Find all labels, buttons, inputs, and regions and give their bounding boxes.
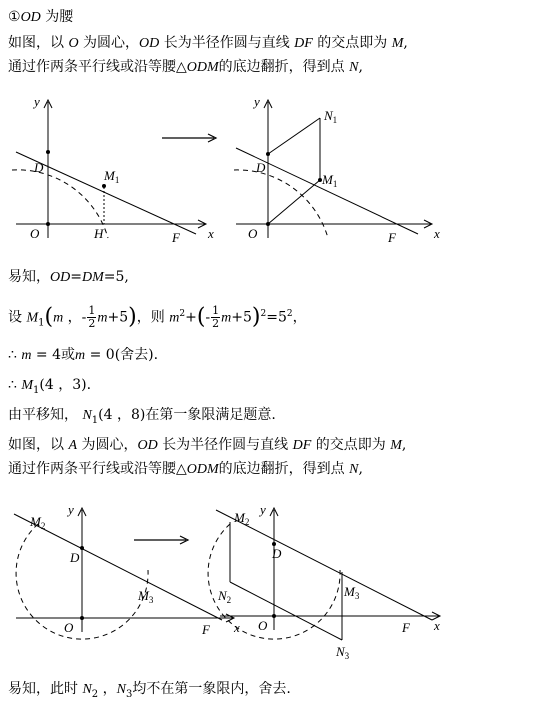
heading-text: ①OD 为腰 [8,9,74,25]
solution-translate: 由平移知， $N_1(4$ ，8)在第一象限满足题意. [8,407,276,426]
fig1-y-label: y [34,94,40,109]
case2-line2: 通过作两条平行线或沿等腰△ODM的底边翻折，得到点 N, [8,461,363,477]
solution-set: 设 $M_1(m$ ，- $\frac{1}{2}$ m+5)，则 $m^2+(-$ $\frac{1}{2}$ $m+5)^2=5^2$， [8,304,307,331]
fig3-M3-label: $M_3$ [138,588,154,605]
fig1-M1-label: $M_1$ [104,168,120,185]
frac-half-2: $\frac{1}{2}$ [212,304,220,331]
fig4-N2-label: $N_2$ [218,588,232,605]
fig4-M3-label: $M_3$ [344,584,360,601]
fig3-F-label: F [202,622,210,637]
fig3-O-label: O [64,620,74,635]
frac-half-1: $\frac{1}{2}$ [88,304,96,331]
fig2-y-label: y [254,94,260,109]
fig4-N3-label: $N_3$ [336,644,350,661]
fig1-D-label: D [34,160,44,175]
fig4-D-label: D [272,546,282,561]
fig3-x-label: x [234,620,240,635]
figure-2-left [8,500,238,640]
transform-arrow-2 [132,534,192,546]
fig2-O-label: O [248,226,258,241]
case2-line1: 如图，以 A 为圆心，OD 长为半径作圆与直线 DF 的交点即为 M, [8,437,407,453]
figure-1-right [232,92,442,252]
fig3-M2-label: $M_2$ [30,514,46,531]
figure-1-left [10,92,214,252]
fig2-F-label: F [388,230,396,245]
fig4-M2-label: $M_2$ [234,510,250,527]
fig2-x-label: x [434,226,440,241]
fig4-O-label: O [258,618,268,633]
fig2-N1-label: $N_1$ [324,108,338,125]
conclusion: 易知，此时 $N_2$ ，$N_3$均不在第一象限内，舍去. [8,681,291,700]
solution-therefore-m: ∴ m = 4或m = 0(舍去). [8,347,159,363]
fig4-x-label: x [434,618,440,633]
heading [8,8,73,27]
fig3-y-label: y [68,502,74,517]
case1-line1: 如图，以 O 为圆心，OD 长为半径作圆与直线 DF 的交点即为 M, [8,35,408,51]
solution-therefore-M: ∴ $M_1(4$ ，3). [8,377,92,396]
case1-line2: 通过作两条平行线或沿等腰△ODM的底边翻折，得到点 N, [8,59,363,75]
fig2-M1-label: $M_1$ [322,172,338,189]
fig1-F-label: F [172,230,180,245]
fig1-x-label: x [208,226,214,241]
fig4-y-label: y [260,502,266,517]
fig1-H-label: H [94,226,104,241]
fig4-F-label: F [402,620,410,635]
figure-2-right [212,500,442,660]
fig3-D-label: D [70,550,80,565]
fig1-O-label: O [30,226,40,241]
solution-known: 易知，OD=DM=5, [8,269,129,285]
fig2-D-label: D [256,160,266,175]
transform-arrow-1 [160,132,220,144]
